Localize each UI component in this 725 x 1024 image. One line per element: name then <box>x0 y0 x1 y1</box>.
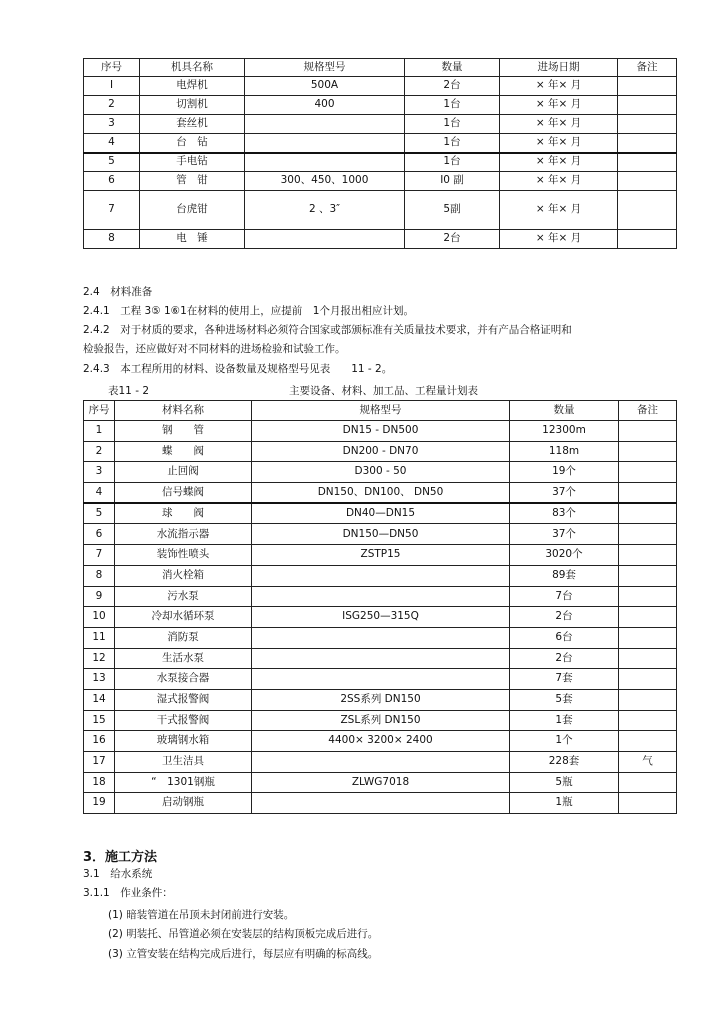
table-cell <box>618 115 677 134</box>
table-row <box>84 77 677 96</box>
table-cell: 89套 <box>510 565 619 586</box>
table-cell: 管 钳 <box>140 172 245 191</box>
table-cell: 19个 <box>510 462 619 483</box>
table-cell <box>619 627 677 648</box>
table-cell: 37个 <box>510 483 619 504</box>
table-cell <box>619 586 677 607</box>
table-cell: 电焊机 <box>140 77 245 96</box>
table-cell: 2SS系列 DN150 <box>252 689 510 710</box>
table-cell: 37个 <box>510 524 619 545</box>
table-cell <box>619 669 677 690</box>
table-cell: 12300m <box>510 421 619 442</box>
table-cell <box>618 96 677 115</box>
table-cell <box>252 793 510 814</box>
table-row <box>84 134 677 153</box>
table-cell <box>618 153 677 172</box>
table-cell: 套丝机 <box>140 115 245 134</box>
header-cell: 序号 <box>84 401 115 421</box>
table-cell: 蝶 阀 <box>115 441 252 462</box>
table-cell: 118m <box>510 441 619 462</box>
table-cell <box>619 793 677 814</box>
table-cell: 1瓶 <box>510 793 619 814</box>
table-row <box>84 545 677 566</box>
table-cell: 5瓶 <box>510 772 619 793</box>
table-row <box>84 731 677 752</box>
table-cell: 台 钻 <box>140 134 245 153</box>
table-cell: 8 <box>84 565 115 586</box>
table-cell: 16 <box>84 731 115 752</box>
table-cell: 2 <box>84 96 140 115</box>
table-cell: 台虎钳 <box>140 191 245 230</box>
table-cell: ZSTP15 <box>252 545 510 566</box>
table-cell: × 年× 月 <box>500 172 618 191</box>
table-cell: × 年× 月 <box>500 115 618 134</box>
table-cell: 1台 <box>405 153 500 172</box>
table-cell <box>619 524 677 545</box>
table-cell: I0 副 <box>405 172 500 191</box>
table-cell: 干式报警阀 <box>115 710 252 731</box>
table-cell: × 年× 月 <box>500 96 618 115</box>
table-row <box>84 607 677 628</box>
table-cell: 12 <box>84 648 115 669</box>
section-3-1-1-title: 3.1.1 作业条件： <box>83 887 173 899</box>
header-cell: 机具名称 <box>140 59 245 77</box>
table-cell: 2 、3″ <box>245 191 405 230</box>
table-cell: 止回阀 <box>115 462 252 483</box>
table-cell <box>619 607 677 628</box>
table-cell: DN40—DN15 <box>252 503 510 524</box>
table-cell: × 年× 月 <box>500 153 618 172</box>
table-cell: 83个 <box>510 503 619 524</box>
table-cell: ZLWG7018 <box>252 772 510 793</box>
table-cell <box>252 752 510 773</box>
table-cell: 手电钻 <box>140 153 245 172</box>
table-cell <box>245 230 405 249</box>
table-cell: 5套 <box>510 689 619 710</box>
table-row <box>84 524 677 545</box>
table-cell: 6台 <box>510 627 619 648</box>
table-cell: 消防泵 <box>115 627 252 648</box>
table-row <box>84 462 677 483</box>
table-cell <box>618 191 677 230</box>
table-cell: 11 <box>84 627 115 648</box>
header-cell: 备注 <box>619 401 677 421</box>
table-cell: 7 <box>84 191 140 230</box>
condition-item-2: (2) 明装托、吊管道必须在安装层的结构顶板完成后进行。 <box>108 928 379 940</box>
table-cell: 228套 <box>510 752 619 773</box>
material-table <box>83 400 677 814</box>
table-row <box>84 669 677 690</box>
table-cell: 装饰性喷头 <box>115 545 252 566</box>
equipment-table <box>83 58 677 249</box>
table-row <box>84 172 677 191</box>
table-cell: 15 <box>84 710 115 731</box>
table-cell: 3020个 <box>510 545 619 566</box>
table-cell: “ 1301钢瓶 <box>115 772 252 793</box>
paragraph-2-4-2-cont: 检验报告，还应做好对不同材料的进场检验和试验工作。 <box>83 343 346 355</box>
table-cell: 气 <box>619 752 677 773</box>
table-cell: ISG250—315Q <box>252 607 510 628</box>
table-cell: 5 <box>84 503 115 524</box>
table-cell: 2 <box>84 441 115 462</box>
table-cell: 启动钢瓶 <box>115 793 252 814</box>
table-cell <box>618 77 677 96</box>
table-cell: 17 <box>84 752 115 773</box>
table-row <box>84 648 677 669</box>
table-cell: 生活水泵 <box>115 648 252 669</box>
table-cell: 4 <box>84 134 140 153</box>
table-cell: 300、450、1000 <box>245 172 405 191</box>
section-2-4-title: 2.4 材料准备 <box>83 286 153 298</box>
table-row <box>84 421 677 442</box>
table-cell: I <box>84 77 140 96</box>
table-row <box>84 441 677 462</box>
table-row <box>84 96 677 115</box>
table-cell <box>618 134 677 153</box>
table-cell: 7套 <box>510 669 619 690</box>
table-cell: 水流指示器 <box>115 524 252 545</box>
header-cell: 规格型号 <box>245 59 405 77</box>
table-cell: × 年× 月 <box>500 191 618 230</box>
table-cell: 玻璃钢水箱 <box>115 731 252 752</box>
table-label: 表11 - 2 <box>108 385 150 397</box>
table-cell: 6 <box>84 172 140 191</box>
table-cell <box>252 669 510 690</box>
table-cell <box>619 545 677 566</box>
paragraph-2-4-3: 2.4.3 本工程所用的材料、设备数量及规格型号见表 11 - 2。 <box>83 363 393 375</box>
table-cell: 水泵接合器 <box>115 669 252 690</box>
table-cell: 消火栓箱 <box>115 565 252 586</box>
table-cell: 19 <box>84 793 115 814</box>
table-row <box>84 689 677 710</box>
table-row <box>84 793 677 814</box>
header-cell: 进场日期 <box>500 59 618 77</box>
table-cell: 1台 <box>405 115 500 134</box>
table-cell: 1台 <box>405 134 500 153</box>
section-3-1-title: 3.1 给水系统 <box>83 868 153 880</box>
header-cell: 规格型号 <box>252 401 510 421</box>
table-cell: × 年× 月 <box>500 230 618 249</box>
table-cell: 1个 <box>510 731 619 752</box>
table-cell <box>619 772 677 793</box>
table-cell: 钢 管 <box>115 421 252 442</box>
table-row <box>84 483 677 504</box>
paragraph-2-4-1: 2.4.1 工程 3⑤ 1⑥1在材料的使用上，应提前 1个月报出相应计划。 <box>83 305 414 317</box>
table-cell: 球 阀 <box>115 503 252 524</box>
table-cell: 1 <box>84 421 115 442</box>
table-cell <box>618 172 677 191</box>
table-row <box>84 710 677 731</box>
table-cell: 1台 <box>405 96 500 115</box>
table-cell: 9 <box>84 586 115 607</box>
table-cell: 3 <box>84 115 140 134</box>
table-cell: 1套 <box>510 710 619 731</box>
table-cell: 5 <box>84 153 140 172</box>
table-cell <box>618 230 677 249</box>
table-cell <box>619 483 677 504</box>
table-row <box>84 191 677 230</box>
table-cell: 2台 <box>510 648 619 669</box>
table-cell: 5副 <box>405 191 500 230</box>
table-cell: ZSL系列 DN150 <box>252 710 510 731</box>
header-cell: 序号 <box>84 59 140 77</box>
table-row <box>84 503 677 524</box>
table-cell: 电 锤 <box>140 230 245 249</box>
table-cell <box>245 153 405 172</box>
table-cell: DN200 - DN70 <box>252 441 510 462</box>
table-cell: 2台 <box>405 77 500 96</box>
table-row <box>84 627 677 648</box>
table-cell: 7台 <box>510 586 619 607</box>
table-cell: 400 <box>245 96 405 115</box>
table-cell <box>619 710 677 731</box>
table-cell <box>619 689 677 710</box>
table-row <box>84 752 677 773</box>
table-cell: 8 <box>84 230 140 249</box>
table-header-row <box>84 401 677 421</box>
table-cell: 湿式报警阀 <box>115 689 252 710</box>
table-row <box>84 230 677 249</box>
header-cell: 备注 <box>618 59 677 77</box>
paragraph-2-4-2: 2.4.2 对于材质的要求，各种进场材料必须符合国家或部颁标准有关质量技术要求，并有产品合格证明和 <box>83 324 572 336</box>
table-cell: × 年× 月 <box>500 134 618 153</box>
table-cell: 冷却水循环泵 <box>115 607 252 628</box>
table-cell: 2台 <box>405 230 500 249</box>
table-cell <box>619 441 677 462</box>
table-row <box>84 115 677 134</box>
table-title: 主要设备、材料、加工品、工程量计划表 <box>289 385 478 397</box>
table-cell: 4400× 3200× 2400 <box>252 731 510 752</box>
header-cell: 数量 <box>405 59 500 77</box>
table-cell: 13 <box>84 669 115 690</box>
table-cell: 7 <box>84 545 115 566</box>
table-cell: 2台 <box>510 607 619 628</box>
table-cell: 10 <box>84 607 115 628</box>
table-cell: DN150—DN50 <box>252 524 510 545</box>
table-cell <box>252 648 510 669</box>
table-cell: 14 <box>84 689 115 710</box>
section-3-title: 3．施工方法 <box>83 850 158 865</box>
table-cell <box>245 115 405 134</box>
table-cell: DN15 - DN500 <box>252 421 510 442</box>
condition-item-3: (3) 立管安装在结构完成后进行，每层应有明确的标高线。 <box>108 948 379 960</box>
table-row <box>84 565 677 586</box>
table-cell <box>245 134 405 153</box>
table-cell <box>619 565 677 586</box>
header-cell: 材料名称 <box>115 401 252 421</box>
table-row <box>84 772 677 793</box>
header-cell: 数量 <box>510 401 619 421</box>
table-cell: 6 <box>84 524 115 545</box>
table-cell <box>619 462 677 483</box>
table-cell: 切割机 <box>140 96 245 115</box>
table-cell <box>619 731 677 752</box>
table-row <box>84 586 677 607</box>
table-cell: 500A <box>245 77 405 96</box>
table-cell <box>619 648 677 669</box>
table-cell: DN150、DN100、 DN50 <box>252 483 510 504</box>
table-header-row <box>84 59 677 77</box>
table-cell <box>619 503 677 524</box>
table-cell <box>252 565 510 586</box>
condition-item-1: (1) 暗装管道在吊顶未封闭前进行安装。 <box>108 909 295 921</box>
table-cell: 信号蝶阀 <box>115 483 252 504</box>
table-row <box>84 153 677 172</box>
table-cell <box>252 586 510 607</box>
table-cell: D300 - 50 <box>252 462 510 483</box>
table-cell <box>619 421 677 442</box>
table-cell: 4 <box>84 483 115 504</box>
table-cell <box>252 627 510 648</box>
table-cell: 3 <box>84 462 115 483</box>
table-cell: 卫生洁具 <box>115 752 252 773</box>
table-cell: × 年× 月 <box>500 77 618 96</box>
table-cell: 污水泵 <box>115 586 252 607</box>
table-cell: 18 <box>84 772 115 793</box>
